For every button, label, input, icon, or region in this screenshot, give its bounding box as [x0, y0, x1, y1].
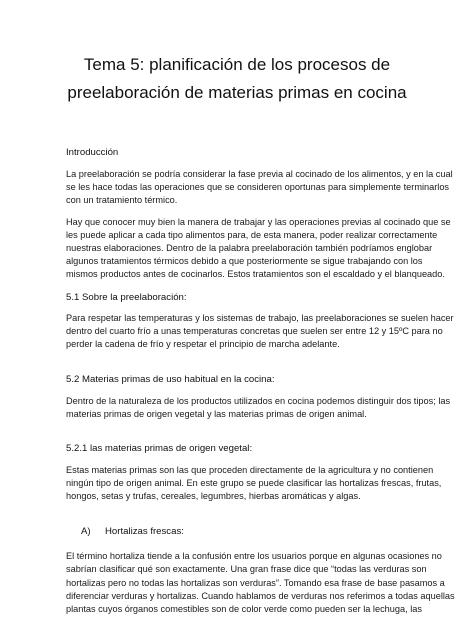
paragraph-5-2-1 — [66, 464, 442, 504]
document-title — [56, 51, 418, 107]
text-line: algunos tratamientos térmicos debido a que posteriormente se sigue trabajando con los — [66, 256, 423, 267]
text-line: hortalizas pero no todas las hortalizas son verduras”. Tomando esa frase de base pasamos a — [66, 577, 445, 588]
title-line-1: Tema 5: planificación de los procesos de — [83, 55, 391, 74]
paragraph-5-1 — [66, 312, 454, 352]
text-line: se les hace todas las operaciones que se consideren oportunas para simplemente terminarlos — [66, 182, 450, 193]
text-line: Estas materias primas son las que proceden directamente de la agricultura y no contienen — [66, 464, 434, 475]
heading-5-1: 5.1 Sobre la preelaboración: — [66, 291, 187, 303]
text-line: diferenciar verduras y hortalizas. Cuando hablamos de verduras nos referimos a todas aquellas — [66, 590, 455, 601]
text-line: El término hortaliza tiende a la confusión entre los usuarios porque en algunas ocasiones no — [66, 551, 442, 562]
heading-introduccion: Introducción — [66, 147, 119, 158]
title-line-2: preelaboración de materias primas en cocina — [67, 83, 407, 102]
text-line: nuestras elaboraciones. Dentro de la palabra preelaboración también podríamos englobar — [66, 243, 433, 254]
heading-5-2: 5.2 Materias primas de uso habitual en la cocina: — [66, 374, 275, 386]
heading-hortalizas-frescas — [66, 525, 408, 538]
paragraph-introduccion-2 — [66, 216, 451, 282]
heading-text: Hortalizas frescas: — [105, 526, 184, 538]
paragraph-5-2 — [66, 395, 451, 421]
heading-5-2-1: 5.2.1 las materias primas de origen vegetal: — [66, 442, 253, 454]
list-marker: A) — [81, 526, 91, 538]
text-line: mismos productos antes de cocinarlos. Estos tratamientos son el escaldado y el blanqueado. — [66, 269, 445, 280]
paragraph-introduccion-1 — [66, 168, 453, 208]
text-line: perder la cadena de frío y respetar el principio de marcha adelante. — [66, 339, 340, 350]
text-line: Dentro de la naturaleza de los productos utilizados en cocina podemos distinguir dos tipos; las — [66, 396, 451, 407]
text-line: dentro del cuarto frío a unas temperaturas concretas que suelen ser entre 12 y 15ºC para no — [66, 325, 443, 336]
paragraph-hortalizas — [66, 550, 455, 616]
text-line: La preelaboración se podría considerar la fase previa al cocinado de los alimentos, y en la cual — [66, 169, 453, 179]
text-line: sabrían clasificar qué son exactamente. Una gran frase dice que “todas las verduras son — [66, 564, 427, 575]
text-line: Hay que conocer muy bien la manera de trabajar y las operaciones previas al cocinado que se — [66, 216, 451, 227]
text-line: Para respetar las temperaturas y los sistemas de trabajo, las preelaboraciones se suelen hacer — [66, 312, 454, 323]
text-line: les puede aplicar a cada tipo alimentos para, de esta manera, poder realizar correctamente — [66, 229, 438, 240]
text-line: ningún tipo de origen animal. En este grupo se puede clasificar las hortalizas frescas, frutas, — [66, 477, 442, 488]
text-line: plantas cuyos órganos comestibles son de color verde como pueden ser la lechuga, las — [66, 604, 422, 615]
text-line: materias primas de origen vegetal y las materias primas de origen animal. — [66, 409, 367, 420]
text-line: con un tratamiento térmico. — [66, 195, 178, 206]
text-line: hongos, setas y trufas, cereales, legumbres, hierbas aromáticas y algas. — [66, 491, 361, 502]
